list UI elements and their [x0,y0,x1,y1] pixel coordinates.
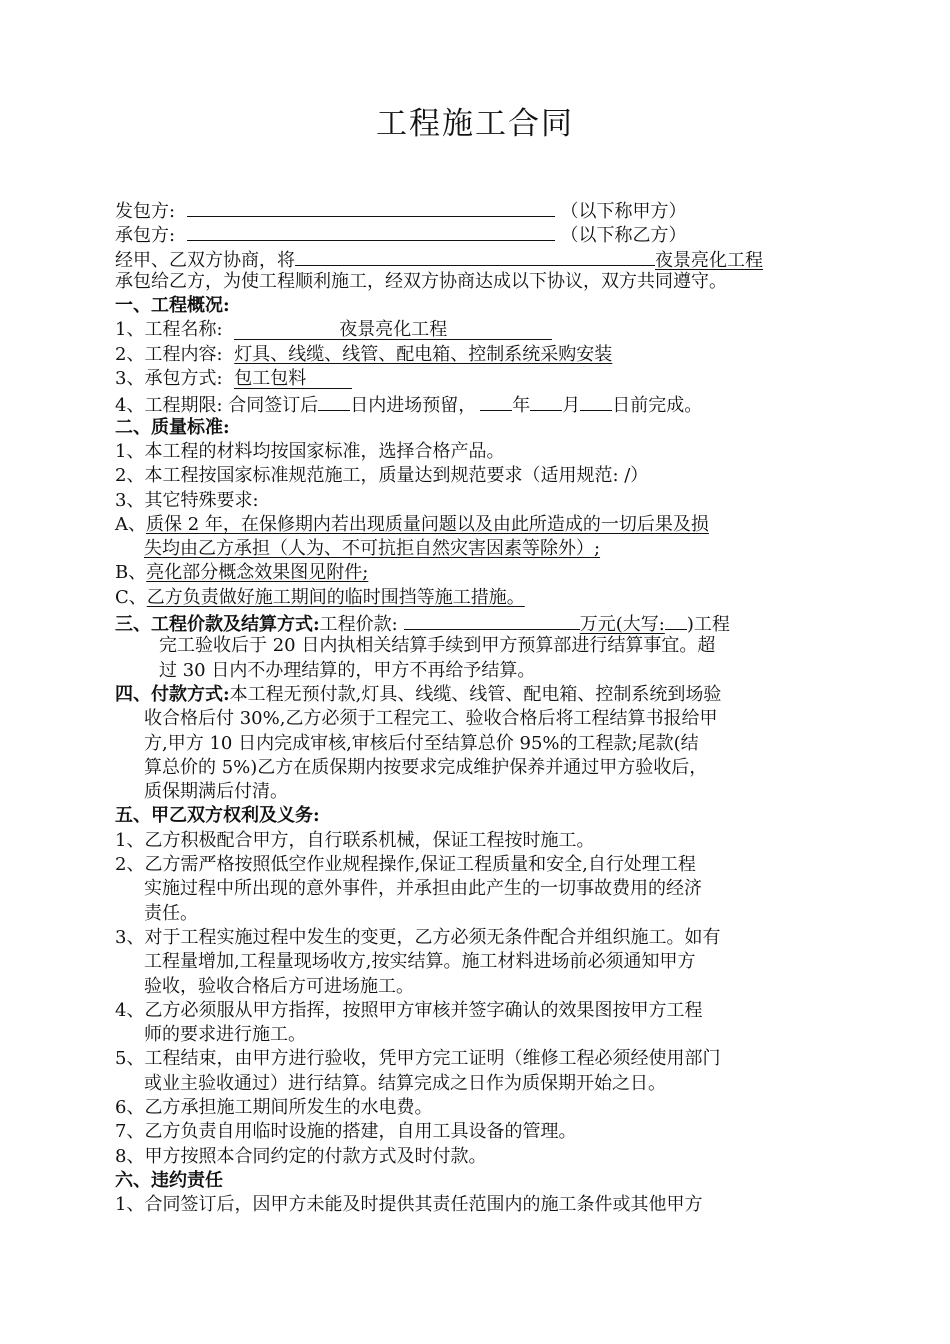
s1-item-1-label: 1、工程名称: [115,319,223,341]
s2-c-text: 乙方负责做好施工期间的临时围挡等施工措施。 [146,586,525,608]
party-a-suffix: （以下称甲方） [560,201,687,222]
s4-line-1: 本工程无预付款,灯具、线缆、线管、配电箱、控制系统到场验 [229,683,722,705]
s1-item-3 [115,367,840,391]
s5-item-3-cont: 工程量增加,工程量现场收方,按实结算。施工材料进场前必须通知甲方 [144,951,696,973]
s2-b-label: B、 [115,562,147,584]
party-a-blank [187,197,555,217]
s1-item-3-label: 3、承包方式: [115,368,223,390]
s2-item-a [115,513,840,537]
year-label: 年 [512,395,531,417]
s1-item-4 [115,391,840,415]
intro-line-1 [115,246,840,270]
s1-item-2-label: 2、工程内容: [115,343,223,365]
party-b-blank [187,221,555,241]
s2-a-label: A、 [115,513,146,535]
day-blank [580,391,612,411]
s4-line-3: 方,甲方 10 日内完成审核,审核后付至结算总价 95%的工程款;尾款(结 [144,732,699,754]
section-4-heading: 四、付款方式: [115,683,230,705]
s2-item-2: 2、本工程按国家标准规范施工，质量达到规范要求（适用规范: /） [115,465,649,487]
party-b-line [115,221,840,245]
s1-item-4-text: 4、工程期限: 合同签订后 [115,395,319,417]
document-title: 工程施工合同 [376,106,574,142]
s5-item-2-cont: 实施过程中所出现的意外事件，并承担由此产生的一切事故费用的经济 [144,878,702,900]
intro-line-2: 承包给乙方，为使工程顺利施工，经双方协商达成以下协议，双方共同遵守。 [115,270,727,292]
s4-line-4: 算总价的 5%)乙方在质保期内按要求完成维护保养并通过甲方验收后， [144,756,708,778]
price-blank [404,610,580,630]
s5-item-3-cont-2: 验收，验收合格后方可进场施工。 [144,975,414,997]
s2-b-text: 亮化部分概念效果图见附件; [146,562,369,584]
s6-item-1: 1、合同签订后，因甲方未能及时提供其责任范围内的施工条件或其他甲方 [115,1194,703,1216]
s1-item-1 [115,318,840,342]
project-blank [295,246,655,266]
section-6-heading: 六、违约责任 [115,1169,223,1191]
year-blank [480,391,512,411]
s5-item-4: 4、乙方必须服从甲方指挥，按照甲方审核并签字确认的效果图按甲方工程 [115,999,703,1021]
s1-item-3-value: 包工包料 [234,367,352,389]
s1-item-2-value: 灯具、线缆、线管、配电箱、控制系统采购安装 [234,343,613,365]
price-capital-blank [665,610,687,630]
s5-item-1: 1、乙方积极配合甲方，自行联系机械，保证工程按时施工。 [115,829,595,851]
s4-line-5: 质保期满后付清。 [144,781,288,803]
s5-item-7: 7、乙方负责自用临时设施的搭建，自用工具设备的管理。 [115,1121,577,1143]
section-4-line-1 [115,683,840,707]
price-unit: 万元(大写: [579,614,665,636]
s1-item-1-value: 夜景亮化工程 [234,318,552,340]
s5-item-3: 3、对于工程实施过程中发生的变更，乙方必须无条件配合并组织施工。如有 [115,926,721,948]
s5-item-2: 2、乙方需严格按照低空作业规程操作,保证工程质量和安全,自行处理工程 [115,854,696,876]
party-b-label: 承包方: [115,225,176,247]
party-b-suffix: （以下称乙方） [560,225,687,247]
s3-line-2: 完工验收后于 20 日内执相关结算手续到甲方预算部进行结算事宜。超 [159,635,716,657]
price-label: 工程价款: [319,614,398,636]
section-1-heading: 一、工程概况: [115,295,230,317]
s1-item-2 [115,343,840,367]
month-label: 月 [562,395,581,417]
intro-project-name: 夜景亮化工程 [655,249,763,271]
day-label: 日前完成。 [612,395,703,417]
s2-item-1: 1、本工程的材料均按国家标准，选择合格产品。 [115,440,505,462]
s2-item-c [115,586,840,610]
s1-item-4-text-b: 日内进场预留， [350,395,477,417]
section-3-heading-line [115,610,840,634]
s5-item-5: 5、工程结束，由甲方进行验收，凭甲方完工证明（维修工程必须经使用部门 [115,1048,721,1070]
price-tail: )工程 [686,614,730,636]
s5-item-2-cont-2: 责任。 [144,902,198,924]
intro-text: 经甲、乙双方协商，将 [115,249,295,271]
party-a-line [115,197,840,221]
s2-item-3: 3、其它特殊要求: [115,489,259,511]
contract-body [115,197,840,1217]
party-a-label: 发包方: [115,201,176,222]
s2-item-b [115,561,840,585]
s5-item-4-cont: 师的要求进行施工。 [144,1024,306,1046]
section-2-heading: 二、质量标准: [115,416,230,438]
s2-item-a-cont [115,537,840,561]
days-blank [318,391,350,411]
s2-c-label: C、 [115,586,147,608]
s5-item-8: 8、甲方按照本合同约定的付款方式及时付款。 [115,1145,487,1167]
s2-a-line-2: 失均由乙方承担（人为、不可抗拒自然灾害因素等除外）; [144,538,601,560]
section-3-heading: 三、工程价款及结算方式: [115,614,320,636]
s3-line-3: 过 30 日内不办理结算的，甲方不再给予结算。 [159,659,536,681]
s5-item-6: 6、乙方承担施工期间所发生的水电费。 [115,1096,433,1118]
section-5-heading: 五、甲乙双方权利及义务: [115,805,320,827]
s5-item-5-cont: 或业主验收通过）进行结算。结算完成之日作为质保期开始之日。 [144,1072,666,1094]
s4-line-2: 收合格后付 30%,乙方必须于工程完工、验收合格后将工程结算书报给甲 [144,708,718,730]
month-blank [530,391,562,411]
s2-a-line-1: 质保 2 年，在保修期内若出现质量问题以及由此所造成的一切后果及损 [146,513,709,535]
